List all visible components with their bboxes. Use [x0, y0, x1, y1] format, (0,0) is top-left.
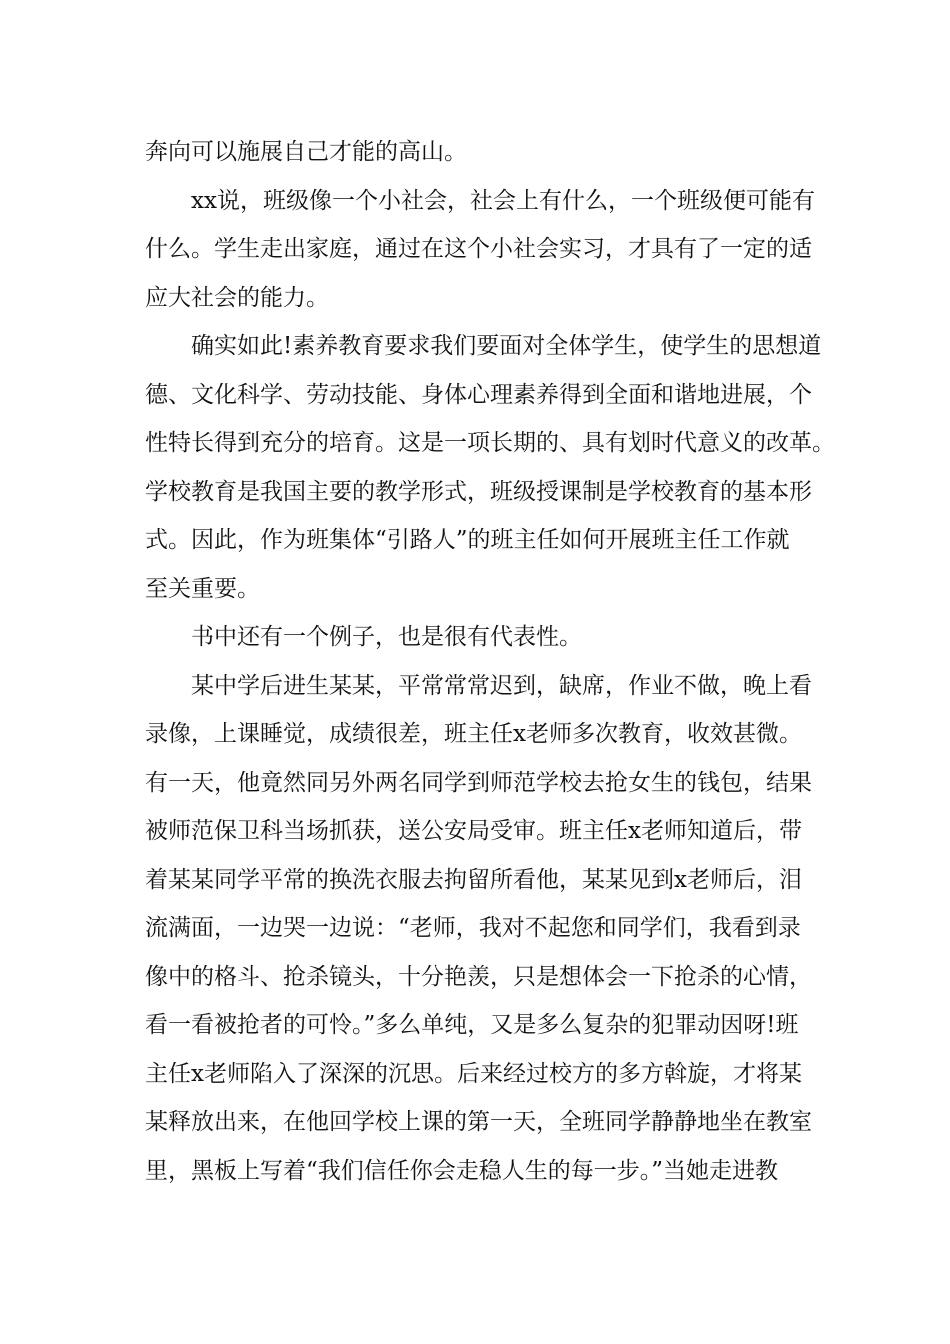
text-line: 着某某同学平常的换洗衣服去拘留所看他，某某见到x老师后，泪	[145, 866, 802, 893]
text-line: 主任x老师陷入了深深的沉思。后来经过校方的多方斡旋，才将某	[145, 1060, 802, 1087]
text-line: 里，黑板上写着“我们信任你会走稳人生的每一步。”当她走进教	[145, 1157, 779, 1184]
text-line: 什么。学生走出家庭，通过在这个小社会实习，才具有了一定的适	[145, 236, 812, 262]
text-line: xx说，班级像一个小社会，社会上有什么，一个班级便可能有	[191, 187, 815, 214]
text-line: 至关重要。	[145, 575, 260, 602]
text-line: 应大社会的能力。	[145, 284, 329, 311]
text-line: 确实如此!素养教育要求我们要面对全体学生，使学生的思想道	[191, 333, 822, 359]
text-line: 奔向可以施展自己才能的高山。	[145, 139, 467, 165]
text-line: 某中学后进生某某，平常常常迟到，缺席，作业不做，晚上看	[191, 672, 812, 699]
text-line: 书中还有一个例子，也是很有代表性。	[191, 624, 582, 650]
text-line: 看一看被抢者的可怜。”多么单纯，又是多么复杂的犯罪动因呀!班	[145, 1012, 799, 1038]
text-line: 录像，上课睡觉，成绩很差，班主任x老师多次教育，收效甚微。	[145, 721, 802, 747]
text-line: 某释放出来，在他回学校上课的第一天，全班同学静静地坐在教室	[145, 1109, 812, 1135]
text-line: 式。因此，作为班集体“引路人”的班主任如何开展班主任工作就	[145, 527, 790, 553]
text-line: 性特长得到充分的培育。这是一项长期的、具有划时代意义的改革。	[145, 430, 835, 456]
text-line: 学校教育是我国主要的教学形式，班级授课制是学校教育的基本形	[145, 478, 812, 505]
body-text	[145, 128, 835, 1195]
text-line: 流满面，一边哭一边说：“老师，我对不起您和同学们，我看到录	[145, 915, 801, 941]
text-line: 被师范保卫科当场抓获，送公安局受审。班主任x老师知道后，带	[145, 818, 802, 844]
text-line: 德、文化科学、劳动技能、身体心理素养得到全面和谐地进展，个	[145, 381, 812, 408]
text-line: 像中的格斗、抢杀镜头，十分艳羡，只是想体会一下抢杀的心情，	[145, 963, 812, 990]
text-line: 有一天，他竟然同另外两名同学到师范学校去抢女生的钱包，结果	[145, 769, 812, 796]
